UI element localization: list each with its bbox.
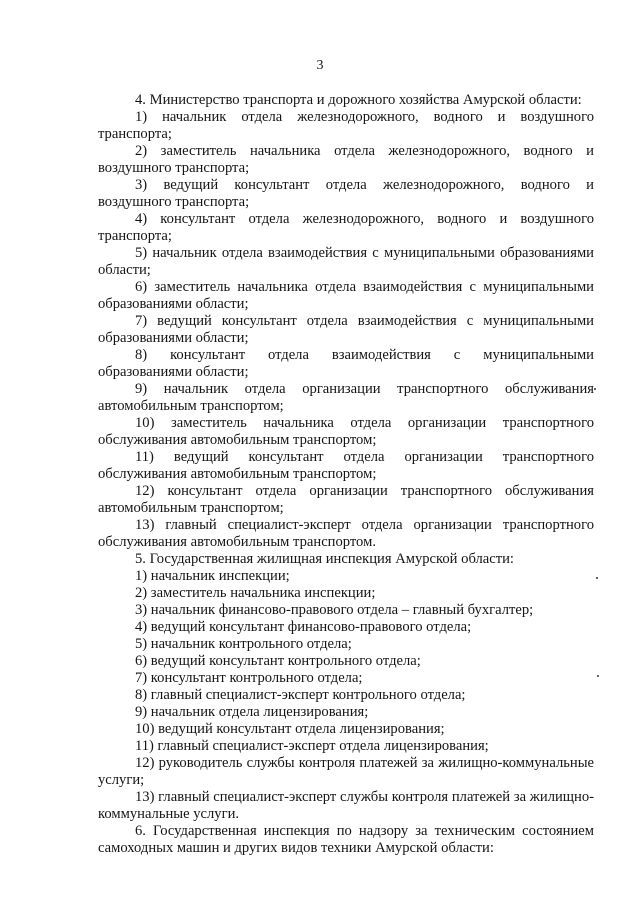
list-item: 1) начальник отдела железнодорожного, водного и воздушного транспорта;: [98, 109, 594, 142]
section-6-heading: 6. Государственная инспекция по надзору за техническим состоянием самоходных машин и других видов техники Амурской области:: [98, 823, 594, 856]
list-item: 3) ведущий консультант отдела железнодорожного, водного и воздушного транспорта;: [98, 177, 594, 210]
list-item: 6) ведущий консультант контрольного отдела;: [135, 653, 421, 669]
list-item: 5) начальник контрольного отдела;: [135, 636, 352, 652]
list-item: 13) главный специалист-эксперт отдела организации транспортного обслуживания автомобильным транспортом.: [98, 517, 594, 550]
list-item: 2) заместитель начальника отдела железнодорожного, водного и воздушного транспорта;: [98, 143, 594, 176]
list-item: 12) руководитель службы контроля платежей за жилищно-коммунальные услуги;: [98, 755, 594, 788]
list-item: 10) заместитель начальника отдела организации транспортного обслуживания автомобильным транспортом;: [98, 415, 594, 448]
list-item: 4) ведущий консультант финансово-правового отдела;: [135, 619, 472, 635]
list-item: 8) главный специалист-эксперт контрольного отдела;: [135, 687, 466, 703]
list-item: 3) начальник финансово-правового отдела – главный бухгалтер;: [135, 602, 534, 618]
list-item: 4) консультант отдела железнодорожного, водного и воздушного транспорта;: [98, 211, 594, 244]
list-item: 13) главный специалист-эксперт службы контроля платежей за жилищно-коммунальные услуги.: [98, 789, 594, 822]
scan-speck: [594, 388, 596, 390]
page-number: 3: [316, 58, 324, 73]
list-item: 2) заместитель начальника инспекции;: [135, 585, 376, 601]
list-item: 12) консультант отдела организации транспортного обслуживания автомобильным транспортом;: [98, 483, 594, 516]
section-4: [98, 92, 594, 857]
scan-speck: [597, 675, 599, 677]
scan-speck: [596, 577, 598, 579]
list-item: 10) ведущий консультант отдела лицензирования;: [135, 721, 445, 737]
list-item: 11) ведущий консультант отдела организации транспортного обслуживания автомобильным транспортом;: [98, 449, 594, 482]
list-item: 8) консультант отдела взаимодействия с муниципальными образованиями области;: [98, 347, 594, 380]
list-item: 5) начальник отдела взаимодействия с муниципальными образованиями области;: [98, 245, 594, 278]
list-item: 1) начальник инспекции;: [135, 568, 290, 584]
section-5-heading: 5. Государственная жилищная инспекция Амурской области:: [135, 551, 514, 567]
list-item: 7) ведущий консультант отдела взаимодействия с муниципальными образованиями области;: [98, 313, 594, 346]
section-4-heading: 4. Министерство транспорта и дорожного хозяйства Амурской области:: [135, 92, 582, 108]
list-item: 11) главный специалист-эксперт отдела лицензирования;: [135, 738, 489, 754]
list-item: 7) консультант контрольного отдела;: [135, 670, 363, 686]
list-item: 6) заместитель начальника отдела взаимодействия с муниципальными образованиями области;: [98, 279, 594, 312]
list-item: 9) начальник отдела организации транспортного обслуживания автомобильным транспортом;: [98, 381, 594, 414]
list-item: 9) начальник отдела лицензирования;: [135, 704, 369, 720]
